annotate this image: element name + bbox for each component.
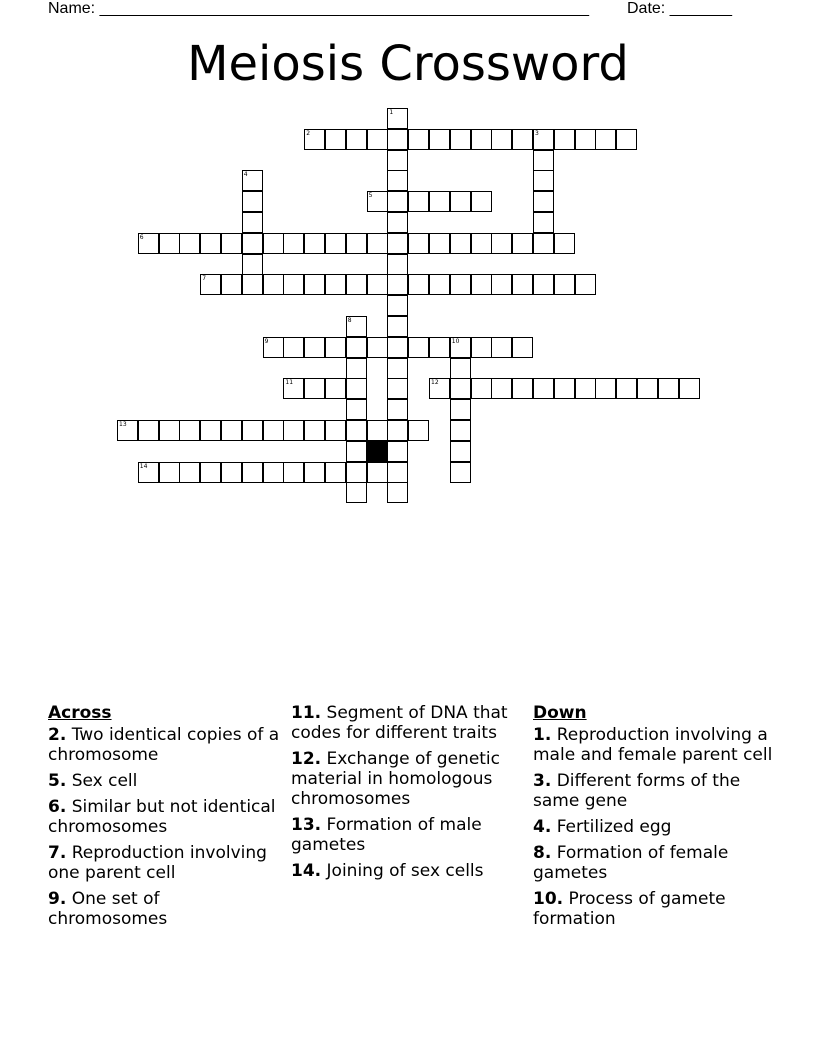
grid-cell[interactable] <box>533 233 554 254</box>
grid-cell[interactable] <box>367 274 388 295</box>
across-clue <box>291 861 527 881</box>
clue-number: 14. <box>291 861 322 881</box>
grid-cell[interactable] <box>450 274 471 295</box>
clue-text: Reproduction involving a male and female parent cell <box>533 725 773 765</box>
grid-cell[interactable] <box>450 462 471 483</box>
cell-number: 7 <box>202 275 207 283</box>
grid-cell[interactable] <box>387 482 408 503</box>
grid-cell[interactable] <box>200 233 221 254</box>
cell-number: 13 <box>119 421 127 428</box>
grid-cell[interactable] <box>159 462 180 483</box>
grid-cell[interactable] <box>221 274 242 295</box>
grid-cell[interactable] <box>263 233 284 254</box>
grid-cell[interactable] <box>283 337 304 358</box>
grid-cell[interactable] <box>387 378 408 399</box>
cell-number: 11 <box>285 379 294 387</box>
grid-cell[interactable] <box>450 233 471 254</box>
grid-cell[interactable] <box>512 233 533 254</box>
across-clue <box>291 749 527 809</box>
grid-cell[interactable] <box>554 274 575 295</box>
grid-cell[interactable] <box>533 150 554 171</box>
grid-cell[interactable] <box>387 441 408 462</box>
grid-cell[interactable] <box>575 274 596 295</box>
cell-number: 10 <box>451 337 460 345</box>
grid-cell[interactable] <box>367 191 388 212</box>
grid-cell[interactable] <box>200 462 221 483</box>
cell-number: 5 <box>368 192 373 200</box>
grid-cell[interactable] <box>491 233 512 254</box>
grid-cell[interactable] <box>200 274 221 295</box>
grid-cell[interactable] <box>346 316 367 337</box>
grid-cell[interactable] <box>408 233 429 254</box>
grid-cell[interactable] <box>491 129 512 150</box>
grid-cell[interactable] <box>450 378 471 399</box>
grid-cell[interactable] <box>304 274 325 295</box>
across-clue <box>48 889 284 929</box>
grid-cell[interactable] <box>325 378 346 399</box>
grid-cell[interactable] <box>387 399 408 420</box>
clue-text: Different forms of the same gene <box>533 771 741 811</box>
grid-cell[interactable] <box>387 170 408 191</box>
grid-cell[interactable] <box>450 420 471 441</box>
grid-cell[interactable] <box>637 378 658 399</box>
grid-cell[interactable] <box>387 129 408 150</box>
grid-cell[interactable] <box>242 170 263 191</box>
across-clue <box>291 703 527 743</box>
grid-cell[interactable] <box>304 129 325 150</box>
across-heading: Across <box>48 703 112 723</box>
grid-cell[interactable] <box>554 129 575 150</box>
grid-cell[interactable] <box>242 274 263 295</box>
grid-cell[interactable] <box>533 274 554 295</box>
grid-cell[interactable] <box>408 191 429 212</box>
grid-cell[interactable] <box>179 462 200 483</box>
grid-cell[interactable] <box>346 129 367 150</box>
clue-text: Formation of female gametes <box>533 843 729 883</box>
name-label: Name: _______________________________________________________ <box>48 0 589 17</box>
grid-cell[interactable] <box>263 337 284 358</box>
grid-cell[interactable] <box>575 129 596 150</box>
black-cell <box>367 441 388 462</box>
grid-cell[interactable] <box>387 274 408 295</box>
grid-cell[interactable] <box>471 233 492 254</box>
down-clue-list <box>533 725 773 929</box>
across-clue <box>48 797 284 837</box>
grid-cell[interactable] <box>346 358 367 379</box>
grid-cell[interactable] <box>471 274 492 295</box>
crossword-grid <box>0 0 816 520</box>
grid-cell[interactable] <box>159 233 180 254</box>
clue-text: Two identical copies of a chromosome <box>48 725 280 765</box>
clue-number: 11. <box>291 703 322 723</box>
grid-cell[interactable] <box>242 233 263 254</box>
grid-cell[interactable] <box>346 441 367 462</box>
grid-cell[interactable] <box>283 462 304 483</box>
grid-cell[interactable] <box>408 420 429 441</box>
grid-cell[interactable] <box>325 129 346 150</box>
grid-cell[interactable] <box>595 129 616 150</box>
grid-cell[interactable] <box>325 420 346 441</box>
grid-cell[interactable] <box>346 482 367 503</box>
across-clue <box>291 815 527 855</box>
grid-cell[interactable] <box>408 337 429 358</box>
clue-number: 8. <box>533 843 552 863</box>
clue-column-1 <box>48 703 284 935</box>
grid-cell[interactable] <box>242 420 263 441</box>
grid-cell[interactable] <box>159 420 180 441</box>
grid-cell[interactable] <box>387 420 408 441</box>
grid-cell[interactable] <box>387 295 408 316</box>
grid-cell[interactable] <box>346 337 367 358</box>
grid-cell[interactable] <box>179 233 200 254</box>
grid-cell[interactable] <box>387 108 408 129</box>
grid-cell[interactable] <box>387 150 408 171</box>
grid-cell[interactable] <box>325 233 346 254</box>
grid-cell[interactable] <box>242 462 263 483</box>
down-clue <box>533 725 773 765</box>
grid-cell[interactable] <box>263 462 284 483</box>
grid-cell[interactable] <box>554 378 575 399</box>
grid-cell[interactable] <box>138 462 159 483</box>
grid-cell[interactable] <box>387 212 408 233</box>
grid-cell[interactable] <box>283 420 304 441</box>
page-title: Meiosis Crossword <box>187 36 629 92</box>
down-clue <box>533 889 773 929</box>
grid-cell[interactable] <box>429 274 450 295</box>
clue-number: 7. <box>48 843 67 863</box>
cell-number: 8 <box>347 317 352 324</box>
grid-cell[interactable] <box>138 233 159 254</box>
grid-cell[interactable] <box>367 337 388 358</box>
grid-cell[interactable] <box>512 378 533 399</box>
grid-cell[interactable] <box>471 378 492 399</box>
grid-cell[interactable] <box>346 233 367 254</box>
grid-cell[interactable] <box>367 129 388 150</box>
grid-cell[interactable] <box>450 441 471 462</box>
grid-cell[interactable] <box>679 378 700 399</box>
grid-cell[interactable] <box>346 274 367 295</box>
clue-number: 1. <box>533 725 552 745</box>
clue-number: 10. <box>533 889 564 909</box>
grid-cell[interactable] <box>429 129 450 150</box>
cell-number: 6 <box>139 233 144 241</box>
grid-cell[interactable] <box>387 337 408 358</box>
grid-cell[interactable] <box>491 274 512 295</box>
grid-cell[interactable] <box>533 212 554 233</box>
clue-text: Joining of sex cells <box>321 861 484 881</box>
clue-text: Formation of male gametes <box>291 815 482 855</box>
clue-text: Reproduction involving one parent cell <box>48 843 267 883</box>
down-heading: Down <box>533 703 587 723</box>
grid-cell[interactable] <box>491 337 512 358</box>
grid-cell[interactable] <box>450 399 471 420</box>
cell-number: 4 <box>243 171 248 179</box>
grid-cell[interactable] <box>325 337 346 358</box>
cell-number: 9 <box>264 337 269 345</box>
grid-cell[interactable] <box>304 337 325 358</box>
clue-text: One set of chromosomes <box>48 889 168 929</box>
grid-cell[interactable] <box>367 462 388 483</box>
grid-cell[interactable] <box>429 233 450 254</box>
down-clue <box>533 817 773 837</box>
grid-cell[interactable] <box>387 233 408 254</box>
grid-cell[interactable] <box>450 129 471 150</box>
clue-number: 9. <box>48 889 67 909</box>
grid-cell[interactable] <box>387 462 408 483</box>
grid-cell[interactable] <box>221 462 242 483</box>
grid-cell[interactable] <box>616 378 637 399</box>
grid-cell[interactable] <box>325 274 346 295</box>
grid-cell[interactable] <box>221 233 242 254</box>
grid-cell[interactable] <box>387 191 408 212</box>
clue-text: Fertilized egg <box>551 817 672 837</box>
down-clue <box>533 771 773 811</box>
grid-cell[interactable] <box>616 129 637 150</box>
cell-number: 3 <box>535 129 539 137</box>
grid-cell[interactable] <box>408 274 429 295</box>
clue-number: 5. <box>48 771 67 791</box>
grid-cell[interactable] <box>658 378 679 399</box>
grid-cell[interactable] <box>304 420 325 441</box>
clue-column-2 <box>291 703 527 887</box>
grid-cell[interactable] <box>387 358 408 379</box>
grid-cell[interactable] <box>408 129 429 150</box>
grid-cell[interactable] <box>512 129 533 150</box>
grid-cell[interactable] <box>512 337 533 358</box>
grid-cell[interactable] <box>429 191 450 212</box>
across-clue <box>48 725 284 765</box>
down-clue <box>533 843 773 883</box>
grid-cell[interactable] <box>533 129 554 150</box>
cell-number: 2 <box>306 129 311 137</box>
clue-text: Exchange of genetic material in homologous chromosomes <box>291 749 501 809</box>
grid-cell[interactable] <box>533 191 554 212</box>
across-clue-list <box>48 725 284 929</box>
grid-cell[interactable] <box>450 191 471 212</box>
grid-cell[interactable] <box>429 378 450 399</box>
clue-column-3 <box>533 703 773 935</box>
grid-cell[interactable] <box>242 212 263 233</box>
grid-cell[interactable] <box>554 233 575 254</box>
across-clue-list-continued <box>291 703 527 881</box>
grid-cell[interactable] <box>283 378 304 399</box>
cell-number: 14 <box>139 462 148 470</box>
grid-cell[interactable] <box>367 233 388 254</box>
grid-cell[interactable] <box>575 378 596 399</box>
clue-number: 12. <box>291 749 322 769</box>
clue-number: 2. <box>48 725 67 745</box>
grid-cell[interactable] <box>533 170 554 191</box>
grid-cell[interactable] <box>512 274 533 295</box>
grid-cell[interactable] <box>346 378 367 399</box>
grid-cell[interactable] <box>117 420 138 441</box>
grid-cell[interactable] <box>242 254 263 275</box>
grid-cell[interactable] <box>367 420 388 441</box>
grid-cell[interactable] <box>263 274 284 295</box>
grid-cell[interactable] <box>325 462 346 483</box>
grid-cell[interactable] <box>242 191 263 212</box>
grid-cell[interactable] <box>179 420 200 441</box>
grid-cell[interactable] <box>387 254 408 275</box>
grid-cell[interactable] <box>221 420 242 441</box>
grid-cell[interactable] <box>429 337 450 358</box>
grid-cell[interactable] <box>346 420 367 441</box>
clue-text: Similar but not identical chromosomes <box>48 797 276 837</box>
clue-number: 6. <box>48 797 67 817</box>
grid-cell[interactable] <box>471 191 492 212</box>
grid-cell[interactable] <box>263 420 284 441</box>
grid-cell[interactable] <box>471 129 492 150</box>
grid-cell[interactable] <box>595 378 616 399</box>
clue-text: Process of gamete formation <box>533 889 726 929</box>
clue-number: 13. <box>291 815 322 835</box>
grid-cell[interactable] <box>450 337 471 358</box>
clue-number: 4. <box>533 817 552 837</box>
grid-cell[interactable] <box>346 399 367 420</box>
grid-cell[interactable] <box>304 462 325 483</box>
grid-cell[interactable] <box>200 420 221 441</box>
grid-cell[interactable] <box>387 316 408 337</box>
grid-cell[interactable] <box>138 420 159 441</box>
cell-number: 12 <box>431 379 439 387</box>
grid-cell[interactable] <box>471 337 492 358</box>
grid-cell[interactable] <box>283 274 304 295</box>
clue-text: Sex cell <box>66 771 138 791</box>
grid-cell[interactable] <box>304 378 325 399</box>
grid-cell[interactable] <box>304 233 325 254</box>
across-clue <box>48 771 284 791</box>
grid-cell[interactable] <box>283 233 304 254</box>
clue-text: Segment of DNA that codes for different traits <box>291 703 508 743</box>
cell-number: 1 <box>389 109 394 116</box>
grid-cell[interactable] <box>491 378 512 399</box>
date-label: Date: _______ <box>627 0 732 17</box>
grid-cell[interactable] <box>533 378 554 399</box>
grid-cell[interactable] <box>346 462 367 483</box>
across-clue <box>48 843 284 883</box>
grid-cell[interactable] <box>450 358 471 379</box>
clue-number: 3. <box>533 771 552 791</box>
